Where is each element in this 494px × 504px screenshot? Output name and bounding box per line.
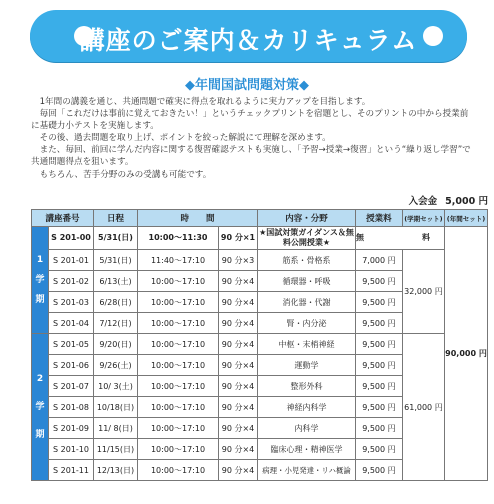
cell-code: S 201-04 xyxy=(49,313,94,334)
cell-term2-set: 61,000 円 xyxy=(402,334,444,481)
cell-count: 90 分×4 xyxy=(219,376,258,397)
cell-count: 90 分×1 xyxy=(219,227,258,250)
cell-code: S 201-07 xyxy=(49,376,94,397)
cell-field: 整形外科 xyxy=(258,376,356,397)
cell-code: S 201-08 xyxy=(49,397,94,418)
cell-count: 90 分×4 xyxy=(219,334,258,355)
cell-code: S 201-09 xyxy=(49,418,94,439)
cell-date: 5/31(日) xyxy=(94,250,138,271)
cell-date: 6/13(土) xyxy=(94,271,138,292)
description-paragraph: もちろん、苦手分野のみの受講も可能です。 xyxy=(31,169,212,180)
cell-count: 90 分×4 xyxy=(219,460,258,481)
cell-time: 10:00～17:10 xyxy=(138,334,219,355)
cell-code: S 201-11 xyxy=(49,460,94,481)
header-semester-set: (学期セット) xyxy=(402,210,444,227)
cell-count: 90 分×4 xyxy=(219,418,258,439)
description xyxy=(31,96,471,181)
header-date: 日程 xyxy=(94,210,138,227)
cell-count: 90 分×4 xyxy=(219,292,258,313)
cell-code: S 201-06 xyxy=(49,355,94,376)
cell-fee: 7,000 円 xyxy=(356,250,403,271)
cell-field: 中枢・末梢神経 xyxy=(258,334,356,355)
cell-code: S 201-01 xyxy=(49,250,94,271)
cell-date: 10/ 3(土) xyxy=(94,376,138,397)
cell-count: 90 分×4 xyxy=(219,271,258,292)
cell-count: 90 分×4 xyxy=(219,397,258,418)
admission-fee-value: 5,000 円 xyxy=(445,196,488,207)
cell-date: 11/ 8(日) xyxy=(94,418,138,439)
cell-field: 腎・内分泌 xyxy=(258,313,356,334)
cell-time: 10:00～17:10 xyxy=(138,376,219,397)
cell-fee: 9,500 円 xyxy=(356,355,403,376)
header-fee: 授業料 xyxy=(356,210,403,227)
cell-fee: 9,500 円 xyxy=(356,313,403,334)
cell-field: 病理・小児発達・リハ概論 xyxy=(258,460,356,481)
term-1-label: 1 学 期 xyxy=(32,227,49,334)
cell-time: 10:00～11:30 xyxy=(138,227,219,250)
description-paragraph: 1年間の講義を通じ、共通問題で確実に得点を取れるように実力アップを目指します。 xyxy=(31,97,371,107)
cell-date: 12/13(日) xyxy=(94,460,138,481)
cell-term1-set: 32,000 円 xyxy=(402,250,444,334)
cell-fee: 9,500 円 xyxy=(356,271,403,292)
cell-date: 6/28(日) xyxy=(94,292,138,313)
cell-fee: 9,500 円 xyxy=(356,292,403,313)
page-title: 講座のご案内＆カリキュラム xyxy=(79,26,418,55)
cell-date: 5/31(日) xyxy=(94,227,138,250)
description-paragraph: また、毎回、前回に学んだ内容に関する復習確認テストも実施し、「予習→授業→復習」という“繰り返し学習”で共通問題得点を狙います。 xyxy=(31,145,471,168)
cell-fee: 9,500 円 xyxy=(356,397,403,418)
cell-count: 90 分×4 xyxy=(219,439,258,460)
cell-field: 消化器・代謝 xyxy=(258,292,356,313)
cell-fee: 9,500 円 xyxy=(356,460,403,481)
cell-count: 90 分×4 xyxy=(219,355,258,376)
term-2-label: 2 学 期 xyxy=(32,334,49,481)
cell-fee: 9,500 円 xyxy=(356,334,403,355)
cell-field: 循環器・呼吸 xyxy=(258,271,356,292)
cell-time: 10:00～17:10 xyxy=(138,397,219,418)
cell-field: 神経内科学 xyxy=(258,397,356,418)
section-subtitle: ◆年間国試問題対策◆ xyxy=(185,78,309,93)
cell-count: 90 分×4 xyxy=(219,313,258,334)
cell-time: 10:00～17:10 xyxy=(138,292,219,313)
cell-time: 10:00～17:10 xyxy=(138,313,219,334)
header-banner xyxy=(30,10,467,62)
cell-time: 11:40～17:10 xyxy=(138,250,219,271)
cell-fee: 9,500 円 xyxy=(356,418,403,439)
cell-count: 90 分×3 xyxy=(219,250,258,271)
cell-code: S 201-10 xyxy=(49,439,94,460)
cell-field: 運動学 xyxy=(258,355,356,376)
header-year-set: (年間セット) xyxy=(445,210,488,227)
cell-field: 筋系・骨格系 xyxy=(258,250,356,271)
admission-fee-label: 入会金 xyxy=(408,196,438,207)
table-row xyxy=(32,227,488,250)
cell-code: S 201-02 xyxy=(49,271,94,292)
cell-fee: 9,500 円 xyxy=(356,376,403,397)
cell-code: S 201-05 xyxy=(49,334,94,355)
description-paragraph: その後、過去問題を取り上げ、ポイントを絞った解説にて理解を深めます。 xyxy=(31,133,331,144)
header-time: 時 間 xyxy=(138,210,258,227)
cell-time: 10:00～17:10 xyxy=(138,355,219,376)
cell-field: 内科学 xyxy=(258,418,356,439)
cell-year-set: 90,000 円 xyxy=(445,227,488,481)
table-row xyxy=(32,250,488,271)
admission-fee xyxy=(401,193,488,207)
cell-time: 10:00～17:10 xyxy=(138,271,219,292)
cell-fee: 無 料 xyxy=(356,227,445,250)
circle-bullet-icon xyxy=(423,26,443,46)
header-code: 講座番号 xyxy=(32,210,94,227)
table-header-row xyxy=(32,210,488,227)
cell-field: 臨床心理・精神医学 xyxy=(258,439,356,460)
cell-date: 10/18(日) xyxy=(94,397,138,418)
curriculum-table xyxy=(31,209,488,481)
cell-time: 10:00～17:10 xyxy=(138,460,219,481)
cell-code: S 201-03 xyxy=(49,292,94,313)
header-field: 内容・分野 xyxy=(258,210,356,227)
cell-fee: 9,500 円 xyxy=(356,439,403,460)
cell-date: 9/20(日) xyxy=(94,334,138,355)
cell-code: S 201-00 xyxy=(49,227,94,250)
cell-date: 9/26(土) xyxy=(94,355,138,376)
cell-time: 10:00～17:10 xyxy=(138,418,219,439)
description-paragraph: 毎回「これだけは事前に覚えておきたい！」というチェックプリントを宿題とし、そのプリントの中から授業前に基礎力小テストを実施します。 xyxy=(31,109,469,132)
cell-time: 10:00～17:10 xyxy=(138,439,219,460)
table-row xyxy=(32,334,488,355)
cell-date: 11/15(日) xyxy=(94,439,138,460)
cell-date: 7/12(日) xyxy=(94,313,138,334)
cell-field: ★国試対策ガイダンス＆無料公開授業★ xyxy=(258,227,356,250)
